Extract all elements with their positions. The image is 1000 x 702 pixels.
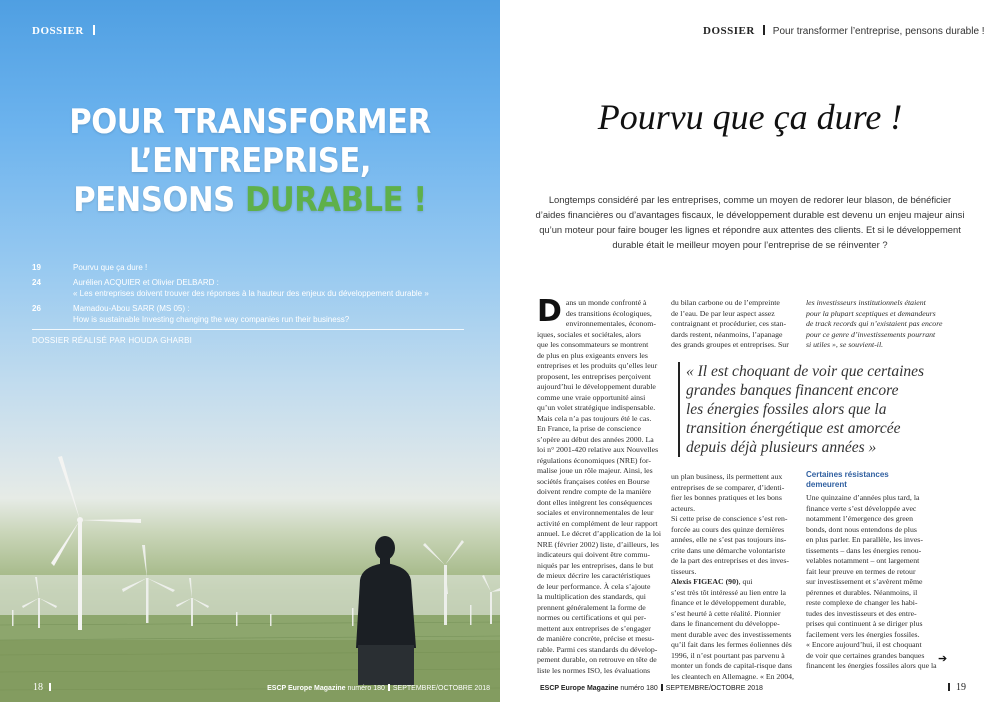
text-line: finance verte s’est développée avec — [806, 503, 917, 513]
text-line: « Encore aujourd’hui, il est choquant — [806, 640, 922, 649]
pull-quote: « Il est choquant de voir que certaines grandes banques financent encore les énergies fossiles alors que la transition énergétique est amorcée depuis déjà plusieurs années » — [678, 362, 976, 457]
text-line: pérennes et durables. Néanmoins, il — [806, 587, 918, 597]
text-line: de manière concrète, précise et mesu- — [537, 634, 655, 643]
text-line: Mais cela n’a pas toujours été le cas. — [537, 413, 652, 423]
dossier-credit: DOSSIER RÉALISÉ PAR HOUDA GHARBI — [32, 336, 193, 345]
text-line: tisseurs. — [671, 566, 697, 576]
article-column-2-bottom — [671, 472, 794, 682]
table-of-contents — [32, 262, 464, 346]
toc-page-number: 19 — [32, 263, 41, 272]
text-line: du bilan carbone ou de l’empreinte — [671, 298, 780, 307]
text-line: les cleantech en Allemagne. « En 2004, — [671, 671, 794, 681]
text-line: normes ou certifications et qui per- — [537, 613, 647, 622]
article-column-3-top — [806, 298, 943, 351]
text-line: pour la plupart sceptiques et demandeurs — [806, 308, 936, 318]
text-line: environnementales, économ- — [565, 319, 656, 328]
text-line: prises qui continuent à se diriger plus — [806, 619, 923, 628]
text-line: la multiplication des standards, qui — [537, 592, 646, 601]
text-line: qu’un volet stratégique indispensable. — [537, 403, 656, 412]
text-line: tudes des investisseurs et des entre- — [806, 608, 917, 618]
text-line: facilement vers les énergies fossiles. — [806, 629, 920, 639]
column-2-bottom-text — [671, 472, 791, 577]
text-line: liste les normes ISO, les évaluations — [537, 665, 651, 675]
text-line: NRE (février 2002) liste, d’ailleurs, les — [537, 539, 659, 549]
text-line: les investisseurs institutionnels étaient — [806, 298, 926, 307]
drop-cap: D — [537, 294, 562, 329]
text-line: velables notamment – ont largement — [806, 556, 920, 565]
footer-left — [267, 684, 490, 692]
text-line: reste complexe de changer les habi- — [806, 598, 918, 607]
title-line-2: L’ENTREPRISE, — [128, 141, 372, 181]
text-line: niqués par les entreprises, dans le but — [537, 560, 654, 570]
text-line: des transitions écologiques, — [565, 308, 652, 318]
text-line: si utiles », se souvient-il. — [806, 340, 884, 349]
header-divider — [763, 25, 765, 35]
text-line: acteurs. — [671, 503, 696, 513]
issue-number: numéro 180 — [347, 685, 385, 692]
text-line: ans un monde confronté à — [565, 298, 647, 307]
text-line: dards restent, néanmoins, l’apanage — [671, 329, 783, 339]
column-2-top-text — [671, 298, 791, 351]
text-line: mettent aux entreprises de s’engager — [537, 623, 651, 633]
toc-entry-text: Pourvu que ça dure ! — [73, 263, 148, 272]
continue-arrow-icon: ➔ — [938, 653, 948, 665]
section-header — [32, 25, 95, 37]
text-line: pement durable, on retrouve en tête de — [537, 655, 657, 664]
text-line: activité en complément de leur rapport — [537, 518, 658, 528]
text-line: proposent, les entreprises perçoivent — [537, 371, 651, 381]
article-column-1 — [537, 294, 662, 676]
text-line: fait leur preuve en termes de retour — [806, 566, 916, 576]
text-line: sur investissement et s’avèrent même — [806, 577, 923, 586]
magazine-name: ESCP Europe Magazine — [267, 685, 346, 692]
running-header — [703, 25, 985, 37]
toc-divider — [32, 329, 464, 330]
toc-page-number: 24 — [32, 278, 41, 287]
toc-entry-text: Mamadou-Abou SARR (MS 05) : How is sustainable Investing changing the way companies run their business? — [73, 304, 350, 324]
column-1-text — [537, 294, 662, 676]
issue-date: SEPTEMBRE/OCTOBRE 2018 — [392, 685, 490, 692]
text-line: pour ce genre d’investissements pourrant — [806, 329, 936, 339]
name-line: Alexis FIGEAC (90), qui — [671, 577, 753, 586]
text-line: indicateurs qui doivent être commu- — [537, 550, 651, 559]
title-line-3: PENSONS DURABLE ! — [73, 180, 427, 220]
text-line: de mieux décrire les caractéristiques — [537, 571, 651, 580]
text-line: annuel. Le décret d’application de la loi — [537, 529, 662, 538]
text-line: prennent généralement la forme de — [537, 602, 646, 612]
text-line: de la part des entreprises et des inves- — [671, 556, 789, 565]
issue-number: numéro 180 — [620, 685, 658, 692]
text-line: de l’eau. De par leur aspect assez — [671, 308, 775, 318]
page-number-left: 18 — [33, 682, 51, 693]
article-column-2-top — [671, 298, 791, 351]
toc-entry[interactable] — [32, 303, 464, 325]
text-line: forcée au cours des quinze dernières — [671, 524, 785, 534]
article-title: Pourvu que ça dure ! — [597, 97, 903, 137]
text-line: de plus en plus exigeants envers les — [537, 350, 648, 360]
text-line: de leur performance. À cela s’ajoute — [537, 581, 651, 591]
text-line: s’est très tôt intéressé au lien entre la — [671, 587, 786, 597]
text-line: crite dans une démarche volontariste — [671, 545, 786, 555]
text-line: financent les énergies fossiles alors que la — [806, 661, 937, 670]
page-number-right: 19 — [948, 682, 966, 693]
dossier-title — [25, 103, 475, 220]
column-3-quote-text — [806, 640, 937, 672]
article-column-3-bottom — [806, 493, 937, 672]
text-line: 1996, il n’est pourtant pas parvenu à — [671, 650, 785, 660]
person-name: Alexis FIGEAC (90) — [671, 577, 739, 586]
text-line: de voir que certaines grandes banques — [806, 650, 925, 660]
text-line: entreprises et les produits qu’elles leur — [537, 361, 658, 370]
text-line: rable. Parmi ces standards du dévelop- — [537, 644, 658, 654]
issue-date: SEPTEMBRE/OCTOBRE 2018 — [665, 685, 763, 692]
right-page — [500, 0, 1000, 702]
text-line: dans le financement du développe- — [671, 619, 780, 628]
section-topic: Pour transformer l’entreprise, pensons durable ! — [772, 26, 985, 37]
text-line: finance et le développement durable, — [671, 598, 786, 607]
text-line: s’est heurté à cette réalité. Pionnier — [671, 608, 781, 618]
magazine-name: ESCP Europe Magazine — [540, 685, 619, 692]
text-line: un plan business, ils permettent aux — [671, 472, 783, 481]
text-line: comme une vraie opportunité ainsi — [537, 392, 646, 402]
section-label: DOSSIER — [703, 25, 755, 37]
text-line: monter un fonds de capital-risque dans — [671, 661, 793, 670]
text-line: fier les bonnes pratiques et les bons — [671, 493, 782, 502]
text-line: s’opère au début des années 2000. La — [537, 434, 654, 444]
text-line: de track records qui n’existaient pas encore — [806, 319, 943, 328]
title-highlight: DURABLE ! — [244, 180, 427, 220]
text-line: Si cette prise de conscience s’est ren- — [671, 514, 788, 523]
text-line: doivent rendre compte de la manière — [537, 487, 652, 496]
text-line: Une quinzaine d’années plus tard, la — [806, 493, 920, 502]
column-3-top-text — [806, 298, 943, 351]
text-line: sociales et environnementales de leur — [537, 508, 654, 517]
text-line: dont elles intègrent les conséquences — [537, 497, 653, 507]
text-line: en plus parler. En parallèle, les inves- — [806, 535, 923, 544]
toc-entry[interactable] — [32, 277, 464, 299]
text-line: malise joue un rôle majeur. Ainsi, les — [537, 466, 653, 475]
text-line: que les consommateurs se montrent — [537, 340, 649, 349]
column-3-bottom-text — [806, 493, 930, 640]
text-line: contraignant et procédurier, ces stan- — [671, 319, 787, 328]
text-line: aujourd’hui le développement durable — [537, 382, 656, 391]
header-divider — [93, 25, 95, 35]
text-line: des grands groupes et entreprises. Sur — [671, 340, 789, 349]
title-line-1: POUR TRANSFORMER — [69, 102, 431, 142]
text-line: notamment l’émergence des green — [806, 514, 914, 523]
text-line: ment durable avec des investissements — [671, 629, 792, 639]
text-line: régulations économiques (NRE) for- — [537, 455, 651, 465]
text-line: loi n° 2001-420 relative aux Nouvelles — [537, 445, 659, 454]
footer-right — [540, 684, 763, 692]
text-line: iques, sociales et sociétales, alors — [537, 329, 641, 339]
section-subhead: Certaines résistances demeurent — [806, 470, 889, 489]
text-line: entreprises de se comparer, d’identi- — [671, 482, 785, 492]
column-2-after-name-text — [671, 587, 794, 683]
toc-entry[interactable] — [32, 262, 464, 273]
toc-entry-text: Aurélien ACQUIER et Olivier DELBARD : « Les entreprises doivent trouver des réponses à la hauteur des enjeux du développement durable » — [73, 278, 429, 298]
text-line: qu’il fait dans les fermes éoliennes dès — [671, 640, 792, 649]
section-label: DOSSIER — [32, 25, 84, 37]
article-intro: Longtemps considéré par les entreprises, comme un moyen de redorer leur blason, de bénéficier d’aides financières ou d’avantages fiscaux, le développement durable est devenu un enjeu majeur ainsi qu’un moteur pour faire bouger les lignes et répondre aux attentes des clients. Et si le développement durable était le meilleur moyen pour l’entreprise de se réinventer ? — [535, 194, 965, 250]
text-line: années, elle ne s’est pas toujours ins- — [671, 535, 787, 544]
text-line: En France, la prise de conscience — [537, 424, 641, 433]
text-line: tissements – dans les énergies renou- — [806, 545, 922, 555]
text-line: bonds, dont nous entendons de plus — [806, 524, 917, 534]
toc-page-number: 26 — [32, 304, 41, 313]
text-line: sociétés françaises cotées en Bourse — [537, 476, 650, 486]
